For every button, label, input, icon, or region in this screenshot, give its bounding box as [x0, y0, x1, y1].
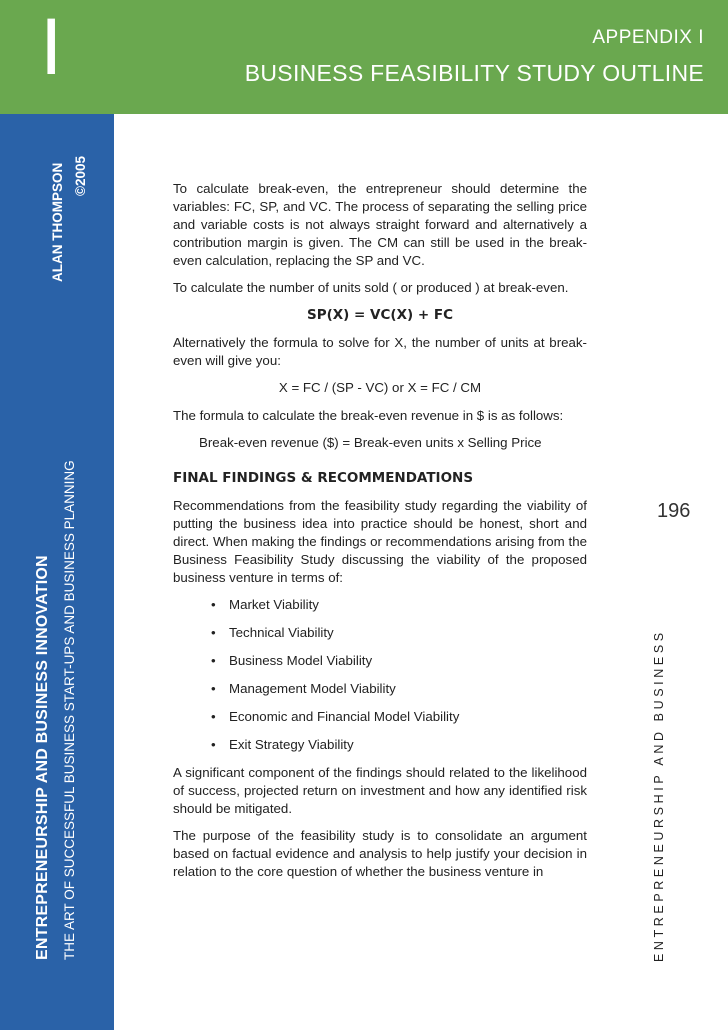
- formula: X = FC / (SP - VC) or X = FC / CM: [278, 380, 482, 395]
- list-item: [211, 624, 587, 642]
- list-item-label: Exit Strategy Viability: [229, 737, 354, 752]
- chapter-mark: I: [40, 3, 63, 92]
- list-item-label: Business Model Viability: [229, 653, 373, 668]
- header-band: [114, 0, 728, 114]
- list-item: [211, 708, 587, 726]
- formula: Break-even revenue ($) = Break-even units x Selling Price: [199, 435, 542, 450]
- bullet-icon: •: [211, 709, 216, 724]
- list-item: [211, 680, 587, 698]
- bullet-icon: •: [211, 681, 216, 696]
- list-item-label: Management Model Viability: [229, 681, 396, 696]
- body-text: [173, 180, 587, 890]
- paragraph: To calculate the number of units sold ( or produced ) at break-even.: [173, 280, 569, 295]
- list-item-label: Market Viability: [229, 597, 319, 612]
- paragraph: Recommendations from the feasibility study regarding the viability of putting the business idea into practice should be honest, short and direct. When making the findings or recommendations arising from the Business Feasibility Study discussing the viability of the proposed business venture in terms of:: [173, 498, 587, 585]
- copyright: ©2005: [73, 156, 88, 196]
- list-item: [211, 596, 587, 614]
- bullet-icon: •: [211, 625, 216, 640]
- appendix-label: APPENDIX I: [592, 27, 704, 48]
- book-subtitle: THE ART OF SUCCESSFUL BUSINESS START-UPS AND BUSINESS PLANNING: [62, 460, 77, 960]
- paragraph: To calculate break-even, the entrepreneur should determine the variables: FC, SP, and VC. The process of separating the selling price and variable costs is not always straight forward and alternatively a contribution margin is given. The CM can still be used in the break-even calculation, replacing the SP and VC.: [173, 181, 587, 268]
- bullet-icon: •: [211, 653, 216, 668]
- page-number: 196: [657, 500, 691, 522]
- author-name: ALAN THOMPSON: [50, 162, 65, 282]
- bullet-icon: •: [211, 737, 216, 752]
- formula: SP(X) = VC(X) + FC: [306, 307, 454, 323]
- list-item: [211, 652, 587, 670]
- chapter-corner-block: [0, 0, 114, 114]
- paragraph: Alternatively the formula to solve for X, the number of units at break-even will give you:: [173, 335, 587, 368]
- bullet-list: [173, 596, 587, 754]
- list-item-label: Technical Viability: [229, 625, 334, 640]
- right-vertical-title: ENTREPRENEURSHIP AND BUSINESS: [652, 629, 666, 962]
- book-title: ENTREPRENEURSHIP AND BUSINESS INNOVATION: [34, 555, 51, 960]
- list-item: [211, 736, 587, 754]
- paragraph: A significant component of the findings should related to the likelihood of success, projected return on investment and how any identified risk should be mitigated.: [173, 765, 587, 816]
- bullet-icon: •: [211, 597, 216, 612]
- list-item-label: Economic and Financial Model Viability: [229, 709, 460, 724]
- page-title: BUSINESS FEASIBILITY STUDY OUTLINE: [244, 60, 704, 86]
- paragraph: The formula to calculate the break-even revenue in $ is as follows:: [173, 408, 564, 423]
- section-heading: FINAL FINDINGS & RECOMMENDATIONS: [173, 470, 474, 486]
- paragraph: The purpose of the feasibility study is to consolidate an argument based on factual evidence and analysis to help justify your decision in relation to the core question of whether the business venture in: [173, 828, 587, 879]
